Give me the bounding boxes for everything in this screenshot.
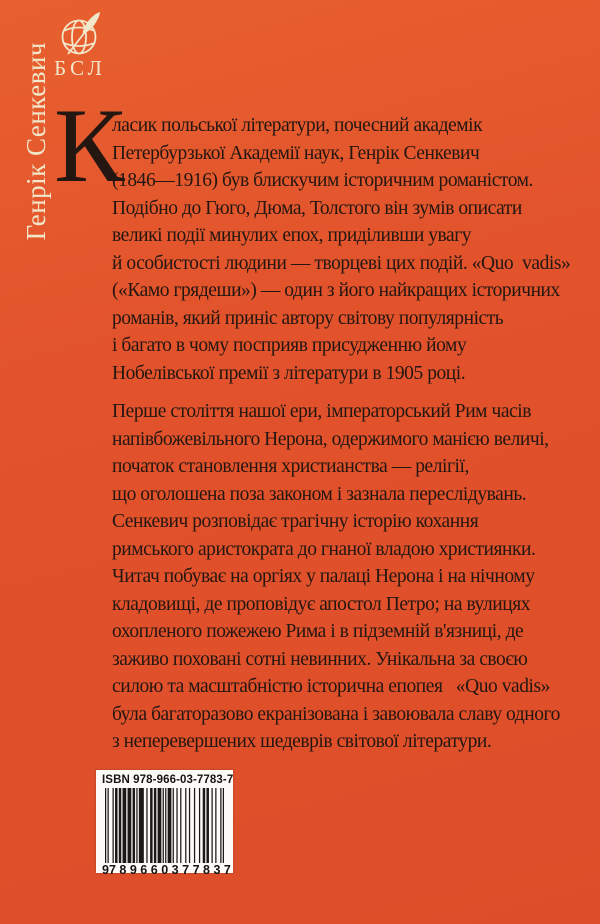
- text-line: Петербурзької Академії наук, Генрік Сенкевич: [112, 142, 480, 164]
- text-line: була багаторазово екранізована і завоювала славу одного: [112, 703, 560, 725]
- barcode-digit-first: 9: [102, 863, 109, 878]
- barcode-digits-left: 789660: [108, 863, 172, 878]
- text-line: Перше століття нашої ери, імператорський Рим часів: [112, 401, 531, 422]
- text-line: великі події минулих епох, приділивши увагу: [112, 225, 472, 246]
- text-line: силою та масштабністю історична епопея «Quo vadis»: [112, 676, 550, 697]
- text-line: і багато в чому посприяв присудженню йому: [112, 335, 467, 356]
- barcode-digits-right: 377837: [171, 863, 235, 878]
- text-line: романів, який приніс автору світову популярність: [112, 307, 504, 329]
- text-line: охопленого пожежею Рима і в підземній в'язниці, де: [112, 621, 524, 642]
- text-line: й особистості людини — творцеві цих подій. «Quo vadis»: [112, 252, 571, 274]
- drop-cap-letter: К: [54, 87, 125, 204]
- text-line: Подібно до Гюго, Дюма, Толстого він зумів описати: [112, 197, 522, 219]
- text-line: (1846—1916) був блискучим історичним романістом.: [112, 170, 533, 191]
- text-line: («Камо грядеши») — один з його найкращих історичних: [112, 280, 560, 301]
- text-line: римського аристократа до гнаної владою християнки.: [112, 538, 536, 560]
- text-line: Сенкевич розповідає трагічну історію кохання: [112, 511, 479, 532]
- text-line: кладовищі, де проповідує апостол Петро; на вулицях: [112, 593, 531, 615]
- annotation-paragraph-1: [112, 112, 570, 387]
- text-line: з неперевершених шедеврів світової літератури.: [112, 731, 492, 752]
- text-line: ласик польської літератури, почесний академік: [112, 115, 483, 136]
- text-line: Нобелівської премії з літератури в 1905 році.: [112, 362, 466, 384]
- text-line: що оголошена поза законом і зазнала переслідувань.: [112, 483, 527, 505]
- publisher-abbr: БСЛ: [54, 56, 106, 80]
- text-line: початок становлення христианства — релігії,: [112, 456, 469, 477]
- publisher-globe-quill-icon: [55, 10, 107, 58]
- text-line: напівбожевільного Нерона, одержимого манією величі,: [112, 428, 549, 450]
- author-name-vertical: Генрік Сенкевич: [21, 42, 51, 241]
- barcode-bars: [105, 788, 224, 863]
- text-line: заживо поховані сотні невинних. Унікальна за своєю: [112, 648, 528, 670]
- text-line: Читач побуває на оргіях у палаці Нерона і на нічному: [112, 566, 535, 587]
- isbn-barcode-box: [96, 770, 235, 878]
- barcode-digits: [102, 863, 235, 878]
- annotation-paragraph-2: [112, 398, 560, 756]
- isbn-label: ISBN 978-966-03-7783-7: [102, 774, 234, 786]
